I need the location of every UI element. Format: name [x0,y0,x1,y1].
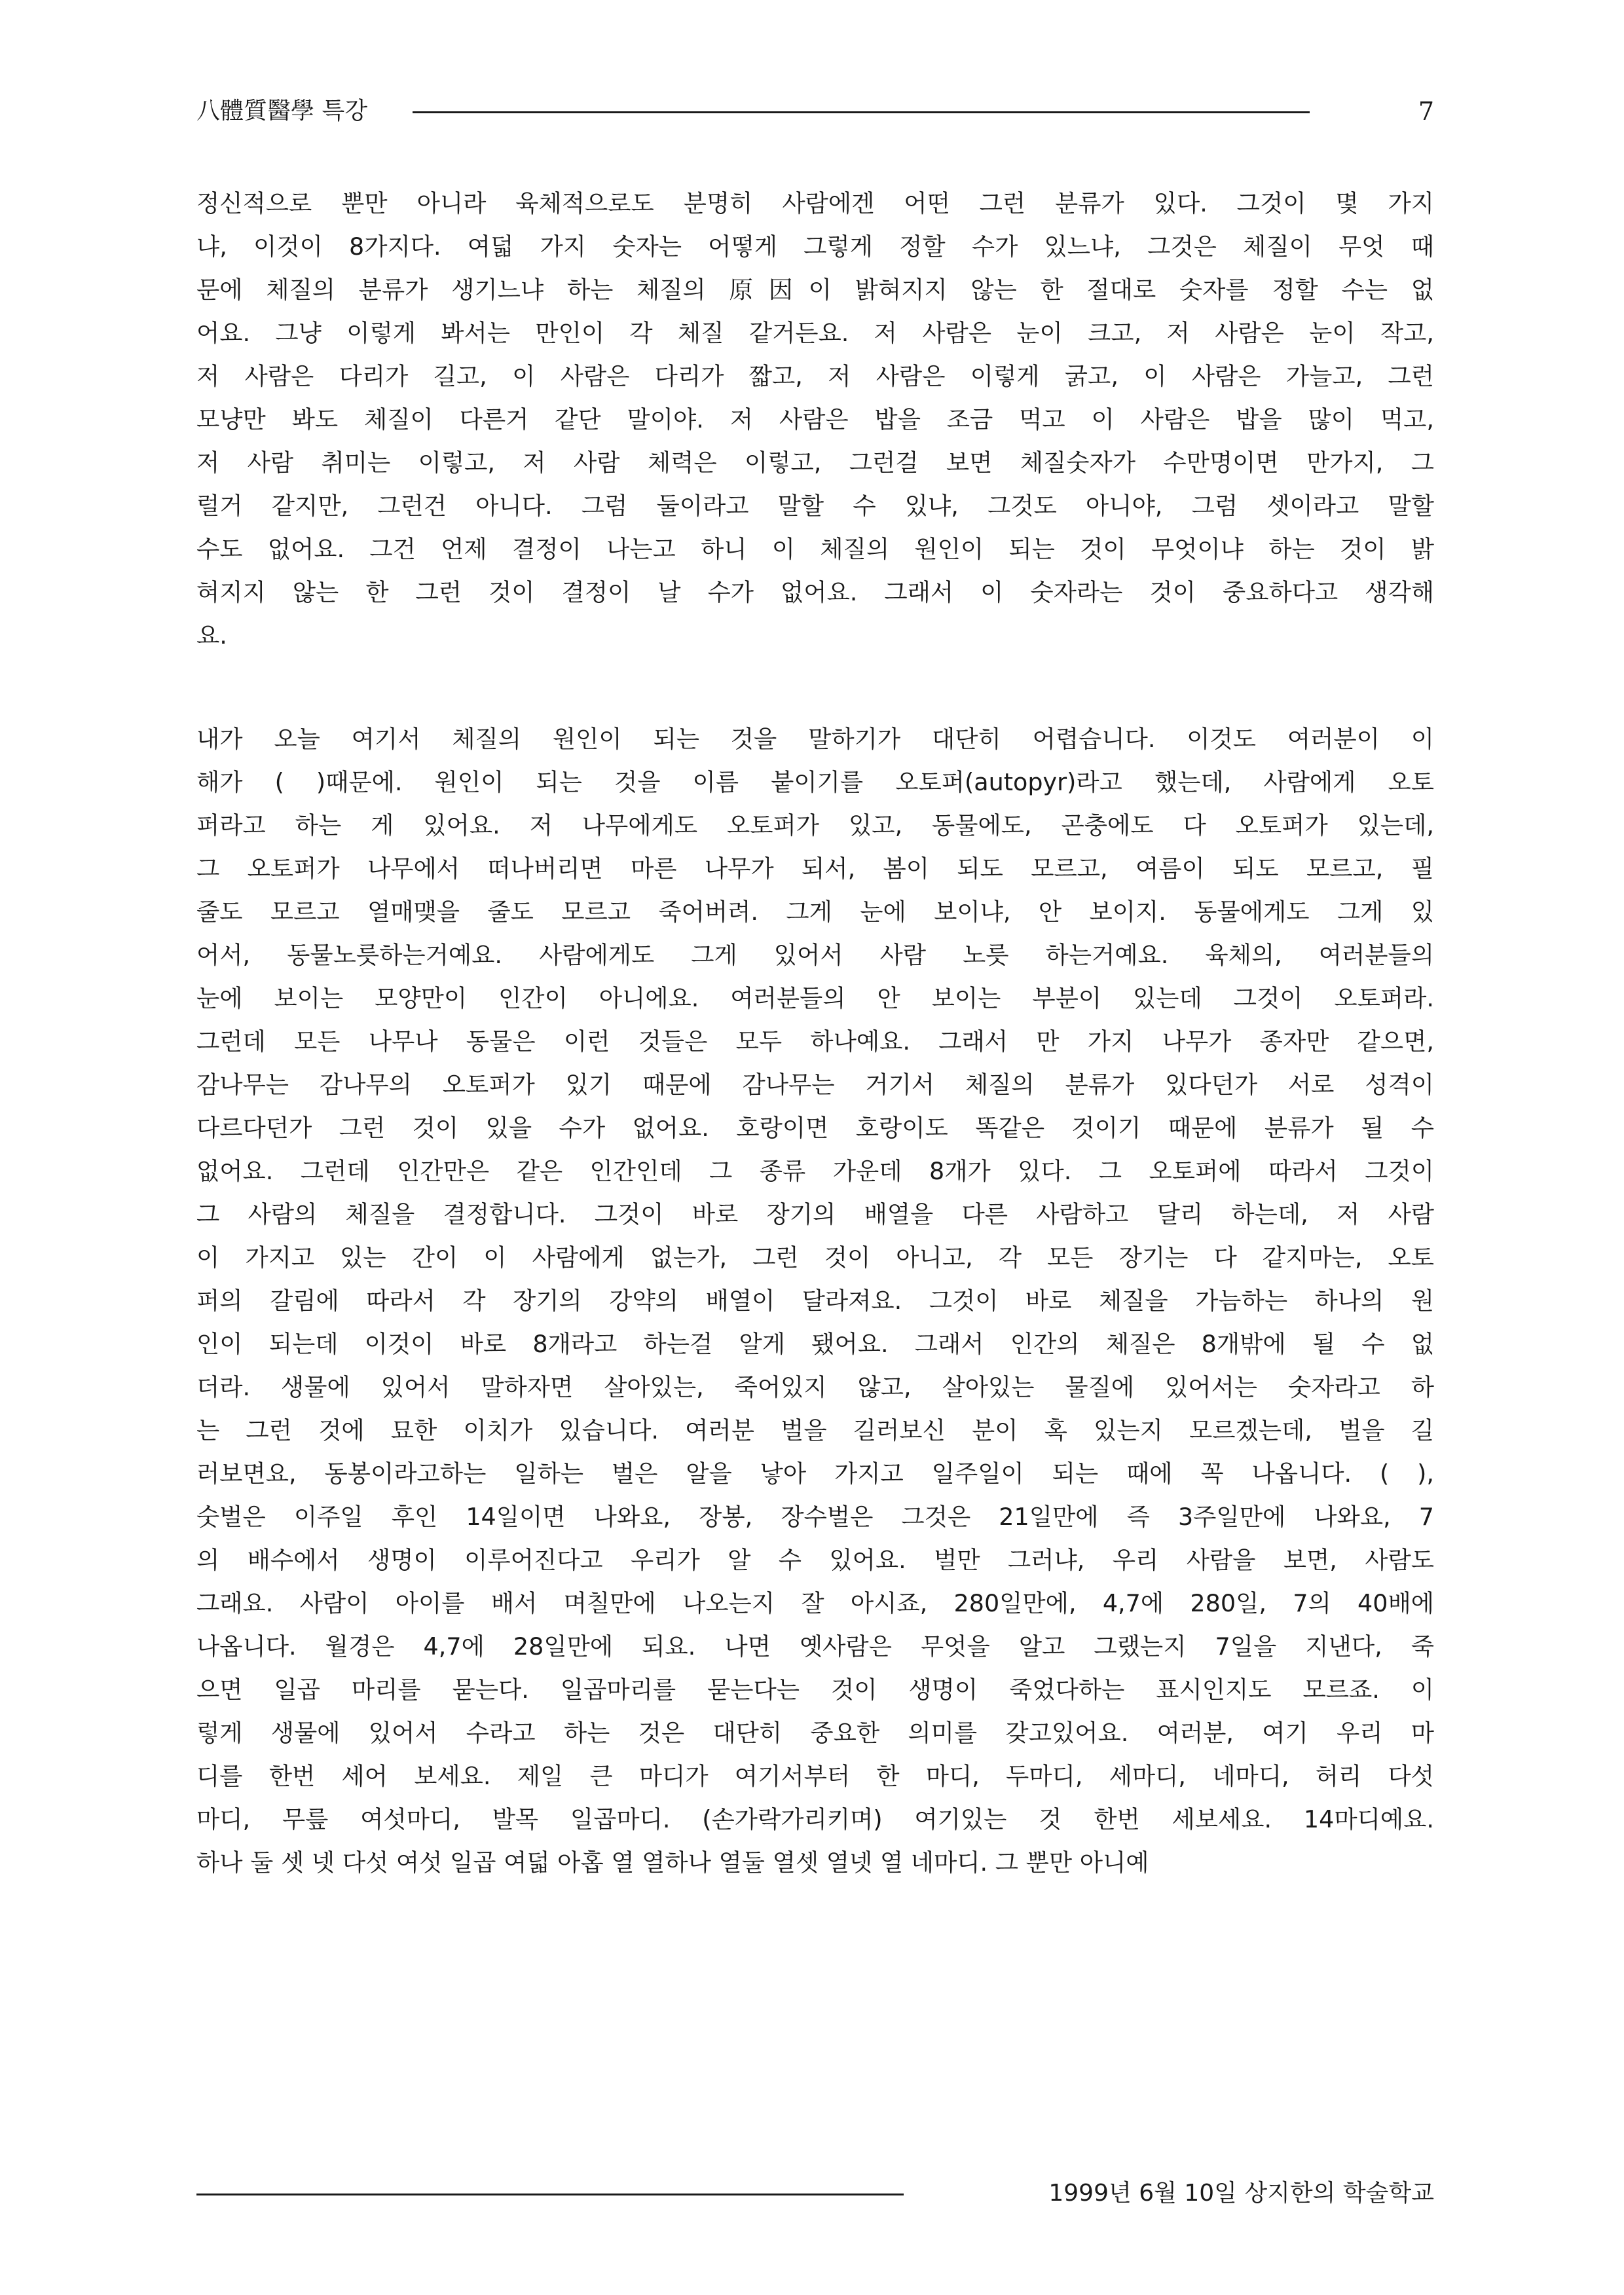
text-line: 디를 한번 세어 보세요. 제일 큰 마디가 여기서부터 한 마디, 두마디, 세마디, 네마디, 허리 다섯 [196,1762,1434,1790]
paragraph-gap [196,657,1434,718]
body-text [196,182,1434,1884]
text-line: 그 사람의 체질을 결정합니다. 그것이 바로 장기의 배열을 다른 사람하고 달리 하는데, 저 사람 [196,1200,1434,1228]
text-line: 으면 일곱 마리를 묻는다. 일곱마리를 묻는다는 것이 생명이 죽었다하는 표시인지도 모르죠. 이 [196,1676,1434,1704]
text-line: 해가 ( )때문에. 원인이 되는 것을 이름 붙이기를 오토퍼(autopyr)라고 했는데, 사람에게 오토 [196,768,1434,796]
text-line: 퍼라고 하는 게 있어요. 저 나무에게도 오토퍼가 있고, 동물에도, 곤충에도 다 오토퍼가 있는데, [196,811,1434,839]
text-line: 다르다던가 그런 것이 있을 수가 없어요. 호랑이면 호랑이도 똑같은 것이기 때문에 분류가 될 수 [196,1114,1434,1142]
text-line: 나옵니다. 월경은 4,7에 28일만에 되요. 나면 옛사람은 무엇을 알고 그랬는지 7일을 지낸다, 죽 [196,1632,1434,1661]
text-line: 숫벌은 이주일 후인 14일이면 나와요, 장봉, 장수벌은 그것은 21일만에 즉 3주일만에 나와요, 7 [196,1503,1434,1531]
text-line: 더라. 생물에 있어서 말하자면 살아있는, 죽어있지 않고, 살아있는 물질에 있어서는 숫자라고 하 [196,1373,1434,1401]
text-line: 마디, 무릎 여섯마디, 발목 일곱마디. (손가락가리키며) 여기있는 것 한번 세보세요. 14마디예요. [196,1805,1434,1833]
header-rule [413,111,1310,113]
page-footer [196,2174,1434,2213]
text-line: 요. [196,621,227,650]
text-line: 문에 체질의 분류가 생기느냐 하는 체질의 原因이 밝혀지지 않는 한 절대로 숫자를 정할 수는 없 [196,276,1434,304]
text-line: 어요. 그냥 이렇게 봐서는 만인이 각 체질 같거든요. 저 사람은 눈이 크고, 저 사람은 눈이 작고, [196,319,1434,347]
text-line: 저 사람은 다리가 길고, 이 사람은 다리가 짧고, 저 사람은 이렇게 굵고, 이 사람은 가늘고, 그런 [196,362,1434,390]
text-line: 퍼의 갈림에 따라서 각 장기의 강약의 배열이 달라져요. 그것이 바로 체질을 가늠하는 하나의 원 [196,1287,1434,1315]
text-line: 는 그런 것에 묘한 이치가 있습니다. 여러분 벌을 길러보신 분이 혹 있는지 모르겠는데, 벌을 길 [196,1416,1434,1444]
text-line: 러보면요, 동봉이라고하는 일하는 벌은 알을 낳아 가지고 일주일이 되는 때에 꼭 나옵니다. ( ), [196,1460,1434,1488]
text-line: 모냥만 봐도 체질이 다른거 같단 말이야. 저 사람은 밥을 조금 먹고 이 사람은 밥을 많이 먹고, [196,405,1434,433]
page-number: 7 [1418,97,1434,126]
header-title: 八體質醫學 특강 [196,98,367,124]
text-line: 이 가지고 있는 간이 이 사람에게 없는가, 그런 것이 아니고, 각 모든 장기는 다 같지마는, 오토 [196,1243,1434,1272]
text-line: 어서, 동물노릇하는거예요. 사람에게도 그게 있어서 사람 노릇 하는거예요. 육체의, 여러분들의 [196,941,1434,969]
text-line: 인이 되는데 이것이 바로 8개라고 하는걸 알게 됐어요. 그래서 인간의 체질은 8개밖에 될 수 없 [196,1330,1434,1358]
text-line: 내가 오늘 여기서 체질의 원인이 되는 것을 말하기가 대단히 어렵습니다. 이것도 여러분이 이 [196,725,1434,753]
text-line: 정신적으로 뿐만 아니라 육체적으로도 분명히 사람에겐 어떤 그런 분류가 있다. 그것이 몇 가지 [196,189,1434,217]
paragraph [196,718,1434,1884]
text-line: 그런데 모든 나무나 동물은 이런 것들은 모두 하나예요. 그래서 만 가지 나무가 종자만 같으면, [196,1027,1434,1056]
page-header [196,92,1434,131]
text-line: 렇게 생물에 있어서 수라고 하는 것은 대단히 중요한 의미를 갖고있어요. 여러분, 여기 우리 마 [196,1719,1434,1747]
footer-rule [196,2194,904,2195]
text-line: 저 사람 취미는 이렇고, 저 사람 체력은 이렇고, 그런걸 보면 체질숫자가 수만명이면 만가지, 그 [196,449,1434,477]
paragraph [196,182,1434,657]
text-line: 혀지지 않는 한 그런 것이 결정이 날 수가 없어요. 그래서 이 숫자라는 것이 중요하다고 생각해 [196,578,1434,606]
text-line: 없어요. 그런데 인간만은 같은 인간인데 그 종류 가운데 8개가 있다. 그 오토퍼에 따라서 그것이 [196,1157,1434,1185]
text-line: 줄도 모르고 열매맺을 줄도 모르고 죽어버려. 그게 눈에 보이냐, 안 보이지. 동물에게도 그게 있 [196,898,1434,926]
text-line: 냐, 이것이 8가지다. 여덟 가지 숫자는 어떻게 그렇게 정할 수가 있느냐, 그것은 체질이 무엇 때 [196,232,1434,261]
text-line: 수도 없어요. 그건 언제 결정이 나는고 하니 이 체질의 원인이 되는 것이 무엇이냐 하는 것이 밝 [196,535,1434,563]
text-line: 의 배수에서 생명이 이루어진다고 우리가 알 수 있어요. 벌만 그러냐, 우리 사람을 보면, 사람도 [196,1546,1434,1574]
text-line: 감나무는 감나무의 오토퍼가 있기 때문에 감나무는 거기서 체질의 분류가 있다던가 서로 성격이 [196,1071,1434,1099]
text-line: 눈에 보이는 모양만이 인간이 아니에요. 여러분들의 안 보이는 부분이 있는데 그것이 오토퍼라. [196,984,1434,1012]
text-line: 그래요. 사람이 아이를 배서 며칠만에 나오는지 잘 아시죠, 280일만에, 4,7에 280일, 7의 40배에 [196,1589,1434,1617]
text-line: 그 오토퍼가 나무에서 떠나버리면 마른 나무가 되서, 봄이 되도 모르고, 여름이 되도 모르고, 필 [196,854,1434,883]
text-line: 럴거 같지만, 그런건 아니다. 그럼 둘이라고 말할 수 있냐, 그것도 아니야, 그럼 셋이라고 말할 [196,492,1434,520]
text-line: 하나 둘 셋 넷 다섯 여섯 일곱 여덟 아홉 열 열하나 열둘 열셋 열넷 열 네마디. 그 뿐만 아니예 [196,1848,1149,1877]
footer-text: 1999년 6월 10일 상지한의 학술학교 [1048,2180,1434,2207]
